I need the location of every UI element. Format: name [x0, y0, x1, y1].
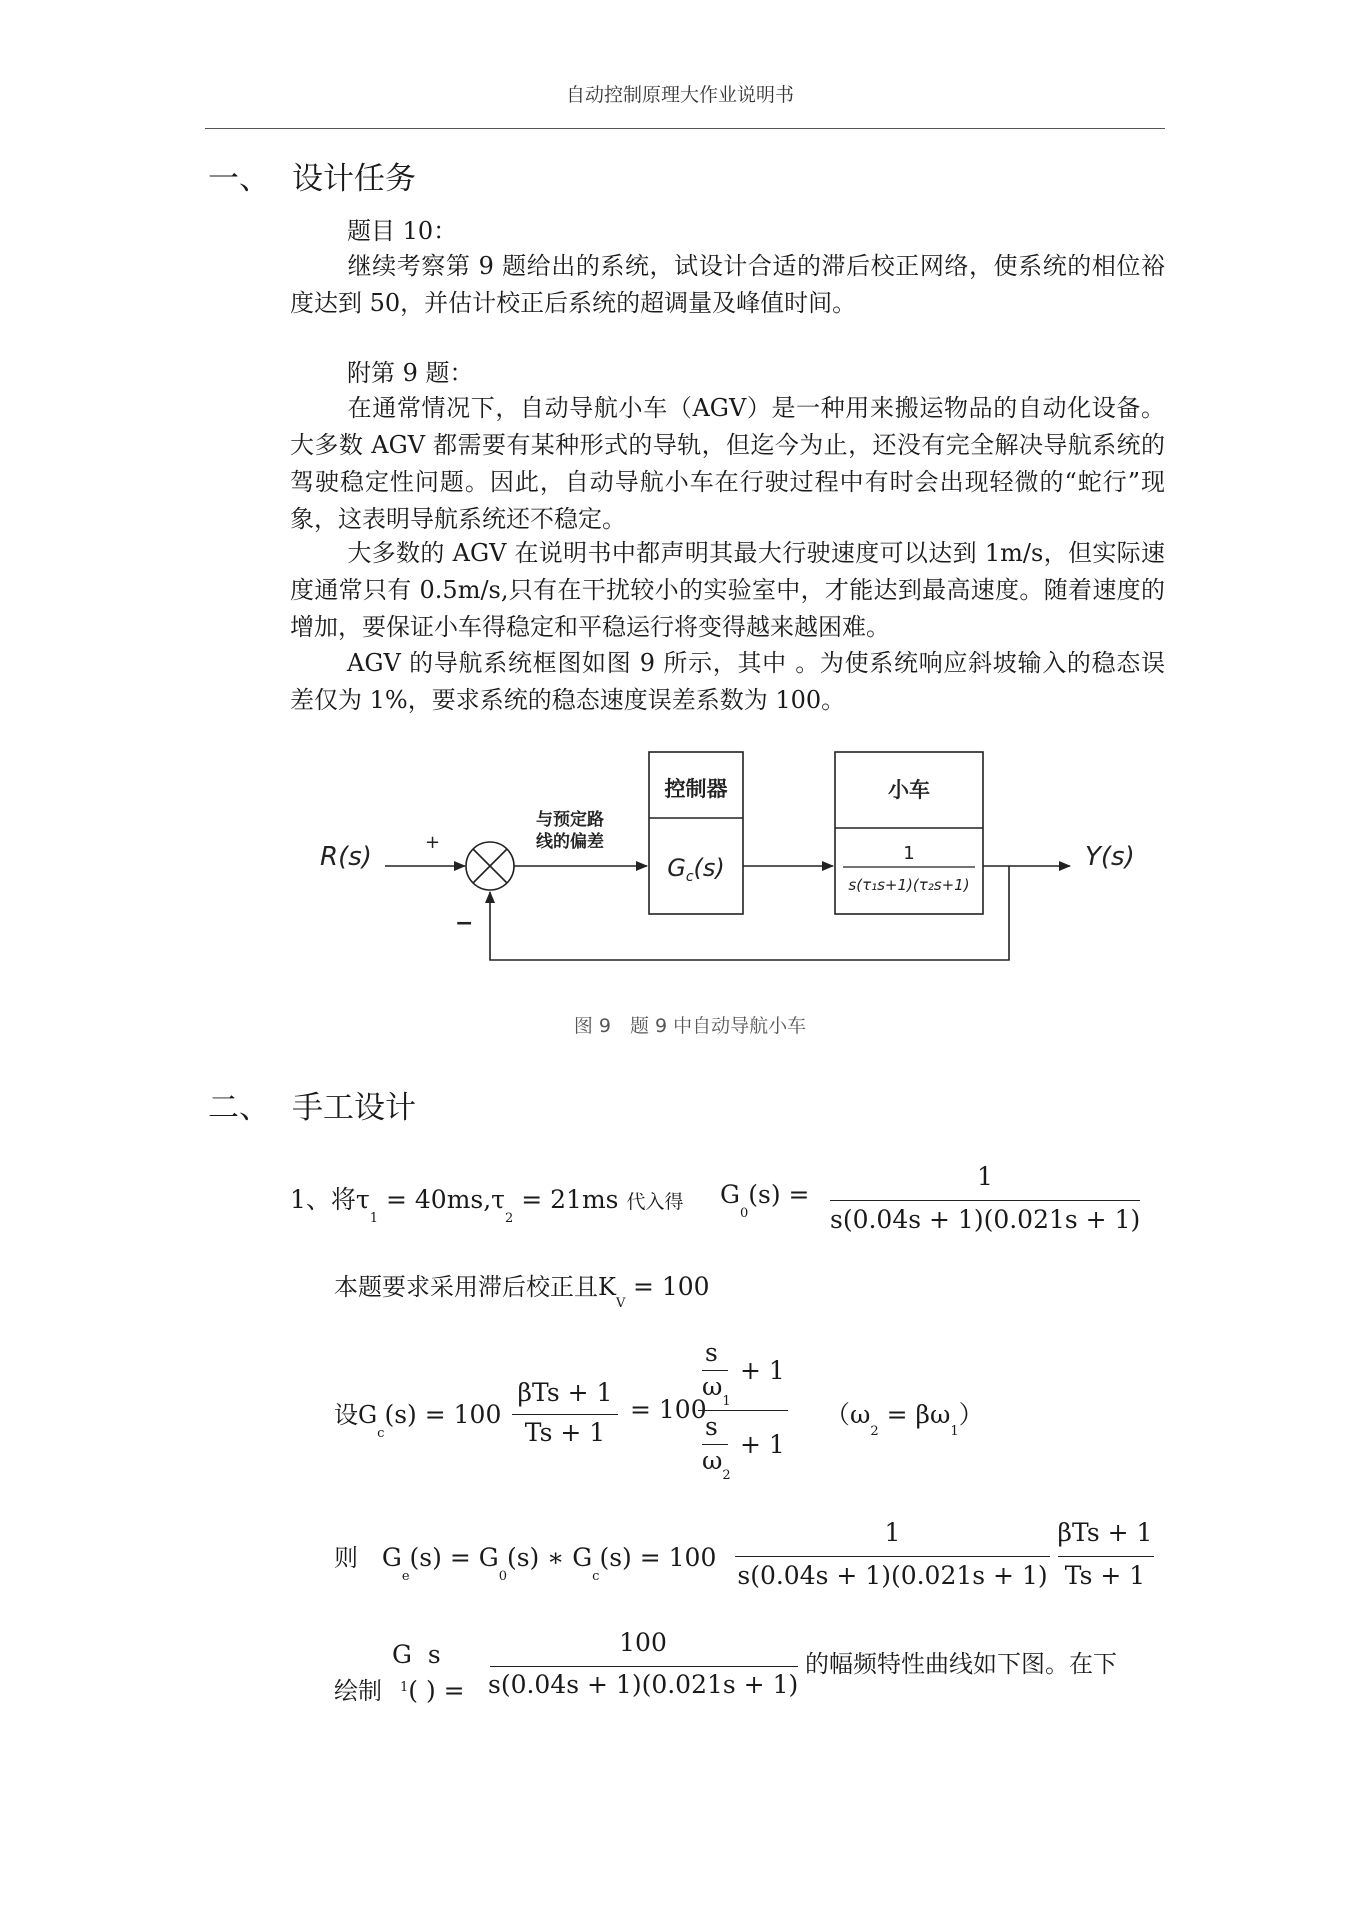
plant-numerator: 1 — [903, 843, 915, 864]
appendix-paragraph-2: 大多数的 AGV 在说明书中都声明其最大行驶速度可以达到 1m/s，但实际速度通常只有 0.5m/s,只有在干扰较小的实验室中，才能达到最高速度。随着速度的增加，要保证小车得稳定和平稳运行将变得越来越困难。 — [290, 539, 1165, 641]
g0-lhs: $G_0(s)$ = — [720, 1180, 810, 1221]
section-2-title: 手工设计 — [292, 1090, 416, 1126]
omega-relation-note: $(\omega_2 = \beta\omega_1)$ — [825, 1400, 984, 1439]
gc-main-fraction-bar — [698, 1410, 788, 1411]
section-2-number: 二、 — [208, 1090, 270, 1126]
task-label: 题目 10： — [347, 217, 458, 245]
g1-paren: $^1$( ) = — [400, 1676, 465, 1705]
kv-requirement: 本题要求采用滞后校正且$K_V = 100$ — [334, 1272, 710, 1311]
section-1-title: 设计任务 — [292, 161, 416, 197]
error-label-line-1: 与预定路 — [536, 810, 604, 830]
gc-s-omega1-bar — [702, 1370, 728, 1371]
ge-denominator-2: Ts + 1 — [1064, 1561, 1146, 1590]
plant-denominator: s(τ₁s+1)(τ₂s+1) — [848, 876, 970, 894]
ge-fraction-bar-1 — [735, 1556, 1050, 1557]
controller-title: 控制器 — [664, 777, 728, 801]
output-signal-label: Y(s) — [1085, 842, 1135, 872]
ge-denominator-1: s(0.04s + 1)(0.021s + 1) — [737, 1561, 1048, 1590]
ge-fraction-bar-2 — [1058, 1556, 1154, 1557]
g0-numerator: 1 — [977, 1162, 993, 1191]
gc-s-omega2-bar — [702, 1444, 728, 1445]
appendix-paragraph-3: AGV 的导航系统框图如图 9 所示，其中 。为使系统响应斜坡输入的稳态误差仅为 1%，要求系统的稳态速度误差系数为 100。 — [290, 649, 1165, 714]
ge-lhs: 则 $G_e(s) = G_0(s)$ ∗ $G_c(s) = 100$ — [334, 1543, 717, 1584]
gc-fraction-bar-1 — [512, 1414, 618, 1415]
input-signal-label: R(s) — [320, 842, 372, 872]
draw-tail-text: 的幅频特性曲线如下图。在下 — [805, 1650, 1117, 1678]
minus-sign: − — [455, 911, 474, 936]
gc-denominator-1: Ts + 1 — [524, 1418, 606, 1447]
header-rule — [205, 128, 1165, 129]
controller-transfer-function: $G_c(s)$ — [667, 854, 725, 885]
gc-omega1: $\omega_1$ — [702, 1372, 731, 1409]
g1-numerator: 100 — [619, 1628, 667, 1657]
plant-title: 小车 — [888, 778, 930, 802]
summing-junction — [466, 842, 514, 890]
gc-plus1-top: + 1 — [740, 1356, 785, 1385]
gc-plus1-bottom: + 1 — [740, 1430, 785, 1459]
g1-symbol: G s — [392, 1640, 441, 1669]
plus-sign: + — [425, 832, 441, 853]
figure-caption: 图 9 题 9 中自动导航小车 — [573, 1015, 807, 1037]
gc-s-bottom: s — [705, 1412, 718, 1441]
g1-fraction-bar — [490, 1666, 798, 1667]
step1-equation: 1、将$\tau_1 = 40ms,\tau_2 = 21ms$ 代入得 — [290, 1185, 684, 1226]
gc-omega2: $\omega_2$ — [702, 1446, 731, 1483]
task-text: 继续考察第 9 题给出的系统，试设计合适的滞后校正网络，使系统的相位裕度达到 50，并估计校正后系统的超调量及峰值时间。 — [290, 252, 1165, 317]
gc-numerator-1: βTs + 1 — [517, 1378, 613, 1407]
error-label-line-2: 线的偏差 — [536, 832, 604, 852]
section-1-number: 一、 — [208, 161, 270, 197]
g0-denominator: s(0.04s + 1)(0.021s + 1) — [830, 1205, 1141, 1234]
appendix-label: 附第 9 题： — [347, 359, 474, 387]
appendix-paragraph-1: 在通常情况下，自动导航小车（AGV）是一种用来搬运物品的自动化设备。大多数 AGV 都需要有某种形式的导轨，但迄今为止，还没有完全解决导航系统的驾驶稳定性问题。因此，自动导航小车在行驶过程中有时会出现轻微的“蛇行”现象，这表明导航系统还不稳定。 — [290, 394, 1165, 533]
draw-lead: 绘制 — [334, 1677, 382, 1705]
gc-s-top: s — [705, 1338, 718, 1367]
page-header: 自动控制原理大作业说明书 — [565, 84, 794, 106]
gc-lhs: 设$G_c(s) = 100$ — [334, 1400, 502, 1441]
gc-equals-100: = 100 — [630, 1395, 707, 1424]
agv-block-diagram — [300, 740, 1160, 1040]
ge-numerator-2: βTs + 1 — [1057, 1518, 1153, 1547]
g1-denominator: s(0.04s + 1)(0.021s + 1) — [488, 1670, 799, 1699]
ge-numerator-1: 1 — [884, 1518, 901, 1547]
g0-fraction-bar — [830, 1200, 1140, 1201]
